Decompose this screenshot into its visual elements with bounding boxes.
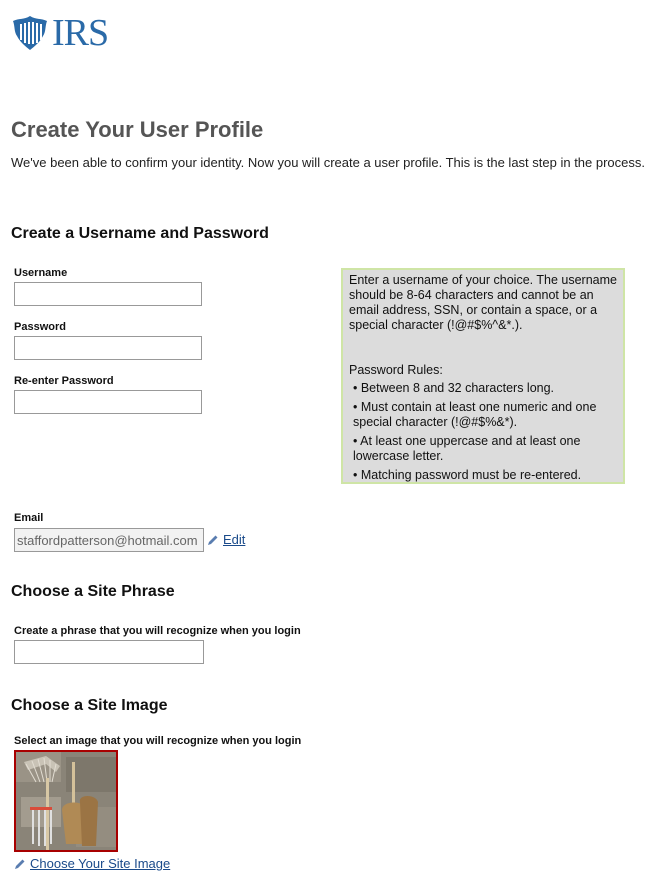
site-phrase-label: Create a phrase that you will recognize when you login (14, 625, 301, 637)
password-input[interactable] (14, 336, 202, 360)
password-rules-title: Password Rules: (349, 363, 443, 377)
password-label: Password (14, 321, 66, 333)
password-rule: • Must contain at least one numeric and one special character (!@#$%&*). (353, 400, 597, 429)
username-label: Username (14, 267, 68, 279)
pencil-icon (207, 534, 219, 546)
logo-text: IRS (52, 12, 109, 54)
garden-tools-image (16, 752, 116, 850)
username-input[interactable] (14, 282, 202, 306)
password-rules-list (349, 381, 617, 483)
help-box (341, 268, 625, 484)
email-field (14, 528, 204, 552)
credentials-heading: Create a Username and Password (11, 225, 269, 242)
edit-email-link[interactable] (207, 532, 245, 547)
intro-text: We've been able to confirm your identity. Now you will create a user profile. This is the last step in the process. (11, 155, 646, 170)
reenter-password-label: Re-enter Password (14, 375, 114, 387)
choose-site-image-link[interactable] (14, 856, 170, 871)
site-image-label: Select an image that you will recognize when you login (14, 735, 302, 747)
site-phrase-heading: Choose a Site Phrase (11, 583, 175, 600)
pencil-icon (14, 858, 26, 870)
password-rule: • Matching password must be re-entered. (353, 468, 582, 482)
reenter-password-input[interactable] (14, 390, 202, 414)
page-title: Create Your User Profile (11, 117, 264, 142)
eagle-icon (10, 14, 50, 52)
email-label: Email (14, 512, 44, 524)
site-image-preview[interactable] (14, 750, 118, 852)
password-rule: • Between 8 and 32 characters long. (353, 381, 555, 395)
username-help-text: Enter a username of your choice. The username should be 8-64 characters and cannot be an email address, SSN, or contain a space, or a special character (!@#$%^&*.). (349, 273, 617, 332)
password-rule: • At least one uppercase and at least one lowercase letter. (353, 434, 581, 463)
irs-logo[interactable] (10, 14, 108, 52)
edit-email-label: Edit (223, 532, 246, 547)
site-phrase-input[interactable] (14, 640, 204, 664)
site-image-heading: Choose a Site Image (11, 697, 168, 714)
choose-site-image-label: Choose Your Site Image (30, 856, 171, 871)
